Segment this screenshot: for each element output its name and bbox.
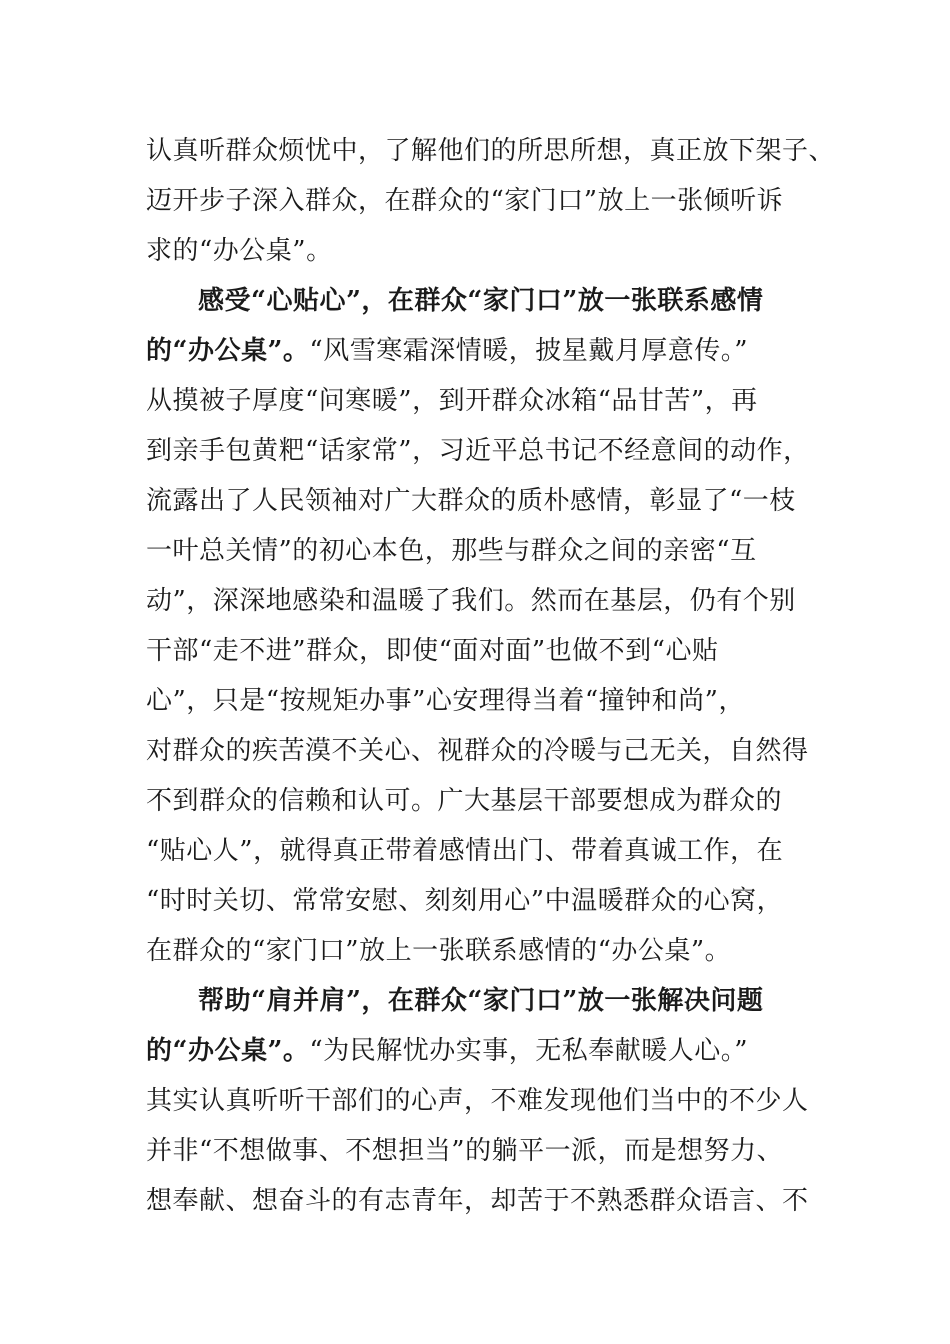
line-text: “时时关切、常常安慰、刻刻用心”中温暖群众的心窝， [146, 886, 784, 916]
section-heading: 感受“心贴心”，在群众“家门口”放一张联系感情 [198, 286, 764, 316]
text-line [146, 1036, 748, 1066]
text-line [146, 1086, 809, 1116]
text-line [146, 836, 783, 866]
text-line [146, 1186, 809, 1216]
text-line [146, 736, 809, 766]
text-line [146, 586, 796, 616]
text-line [146, 686, 745, 716]
text-line [146, 386, 758, 416]
text-line [146, 786, 782, 816]
section-heading-line [198, 286, 763, 316]
text-line [146, 636, 718, 666]
line-text: “风雪寒霜深情暖，披星戴月厚意传。” [309, 336, 749, 366]
line-text: “贴心人”，就得真正带着感情出门、带着真诚工作，在 [146, 836, 784, 866]
line-text: 流露出了人民领袖对广大群众的质朴感情，彰显了“一枝 [146, 486, 796, 516]
text-line [146, 186, 783, 216]
section-heading-line [198, 986, 763, 1016]
line-text: 不到群众的信赖和认可。广大基层干部要想成为群众的 [146, 786, 783, 816]
line-text: “为民解忧办实事，无私奉献暖人心。” [309, 1036, 749, 1066]
text-line [146, 236, 333, 266]
line-text: 一叶总关情”的初心本色，那些与群众之间的亲密“互 [146, 536, 757, 566]
line-text: 求的“办公桌”。 [146, 236, 333, 266]
text-line [146, 536, 757, 566]
line-text: 在群众的“家门口”放上一张联系感情的“办公桌”。 [146, 936, 732, 966]
line-text: 到亲手包黄粑“话家常”，习近平总书记不经意间的动作， [146, 436, 810, 466]
line-text: 其实认真听听干部们的心声，不难发现他们当中的不少人 [146, 1086, 809, 1116]
text-line [146, 936, 731, 966]
text-line [146, 486, 796, 516]
line-text: 迈开步子深入群众，在群众的“家门口”放上一张倾听诉 [146, 186, 784, 216]
line-text: 心”，只是“按规矩办事”心安理得当着“撞钟和尚”， [146, 686, 745, 716]
line-text: 想奉献、想奋斗的有志青年，却苦于不熟悉群众语言、不 [146, 1186, 809, 1216]
section-heading: 的“办公桌”。 [146, 336, 310, 366]
text-line [146, 886, 783, 916]
line-text: 认真听群众烦忧中，了解他们的所思所想，真正放下架子、 [146, 136, 836, 166]
line-text: 并非“不想做事、不想担当”的躺平一派，而是想努力、 [146, 1136, 784, 1166]
line-text: 动”，深深地感染和温暖了我们。然而在基层，仍有个别 [146, 586, 796, 616]
text-line [146, 336, 748, 366]
text-line [146, 1136, 783, 1166]
text-line [146, 436, 810, 466]
line-text: 从摸被子厚度“问寒暖”，到开群众冰箱“品甘苦”，再 [146, 386, 758, 416]
section-heading: 帮助“肩并肩”，在群众“家门口”放一张解决问题 [198, 986, 764, 1016]
line-text: 干部“走不进”群众，即使“面对面”也做不到“心贴 [146, 636, 719, 666]
line-text: 对群众的疾苦漠不关心、视群众的冷暖与己无关，自然得 [146, 736, 809, 766]
section-heading: 的“办公桌”。 [146, 1036, 310, 1066]
text-line [146, 136, 835, 166]
